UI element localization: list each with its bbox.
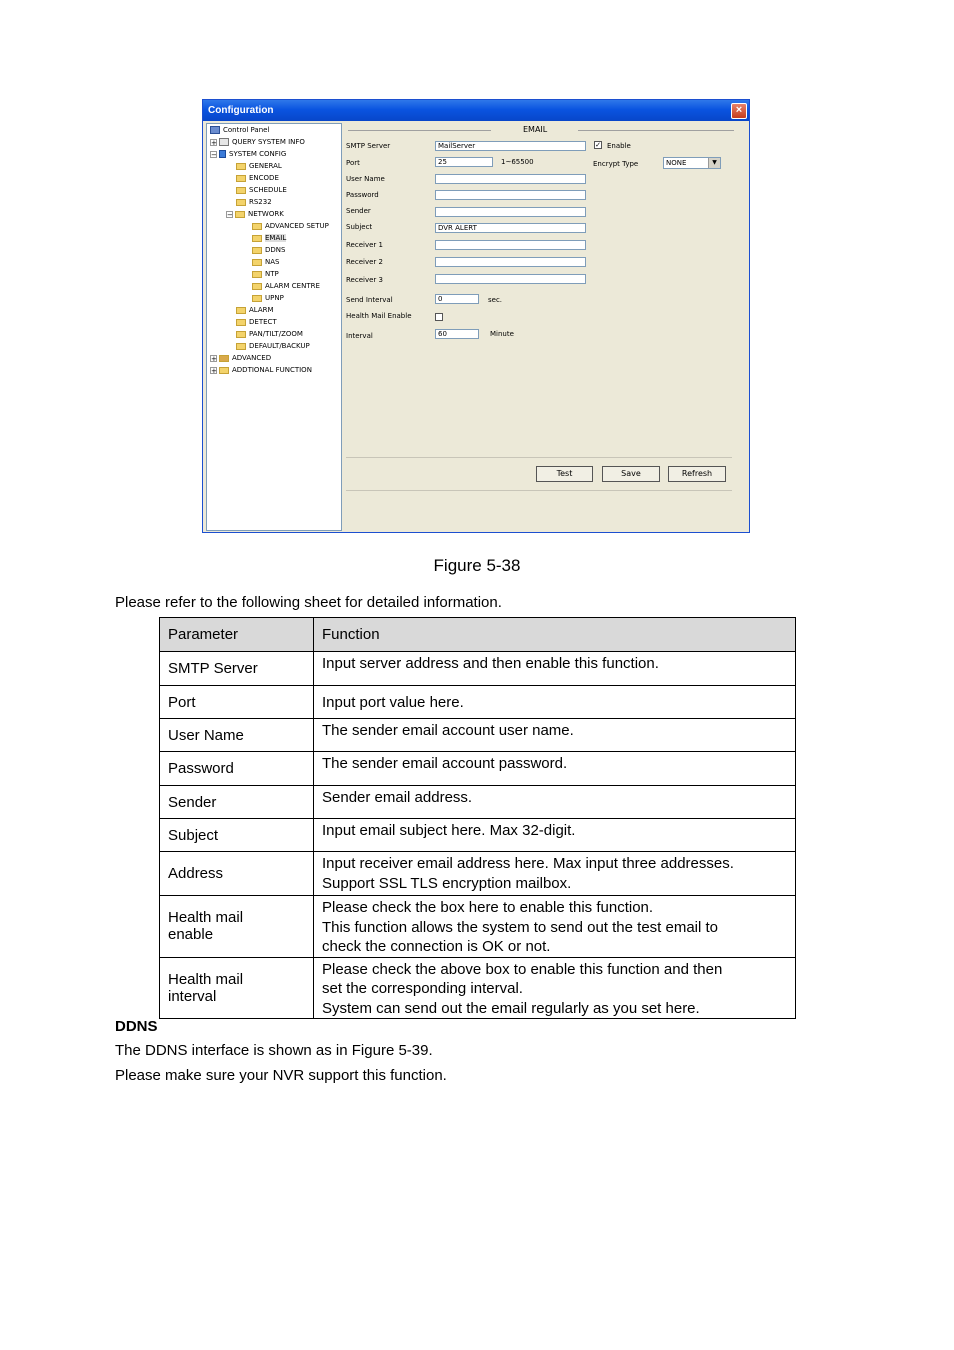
section-header xyxy=(348,125,734,135)
subject-label: Subject xyxy=(346,223,373,231)
test-button[interactable]: Test xyxy=(536,466,593,482)
encrypt-type-value: NONE xyxy=(666,159,687,167)
table-row xyxy=(160,819,796,852)
sender-label: Sender xyxy=(346,207,371,215)
function-cell xyxy=(314,896,796,958)
folder-icon xyxy=(236,187,246,194)
tree-item-advanced-setup[interactable]: ADVANCED SETUP xyxy=(252,221,329,232)
password-label: Password xyxy=(346,191,379,199)
param-line: Health mail xyxy=(168,970,244,988)
section-title: EMAIL xyxy=(523,125,548,134)
configuration-window xyxy=(202,99,750,533)
table-row xyxy=(160,719,796,752)
ddns-text-2: Please make sure your NVR support this function. xyxy=(115,1067,447,1084)
interval-unit: Minute xyxy=(490,330,514,338)
collapse-icon: − xyxy=(227,210,233,219)
function-line: check the connection is OK or not. xyxy=(322,938,551,955)
folder-icon xyxy=(235,211,245,218)
function-cell: Input server address and then enable this function. xyxy=(314,652,796,686)
ddns-heading: DDNS xyxy=(115,1018,158,1035)
function-line: System can send out the email regularly as you set here. xyxy=(322,999,700,1017)
tree-item-ddns[interactable]: DDNS xyxy=(252,245,285,256)
tree-item-addtional-function[interactable]: + ADDTIONAL FUNCTION xyxy=(211,366,312,375)
encrypt-type-select[interactable] xyxy=(663,157,721,169)
param-line: interval xyxy=(168,987,217,1005)
tree-item-control-panel[interactable]: Control Panel xyxy=(210,125,269,136)
subject-input[interactable]: DVR ALERT xyxy=(435,223,586,233)
table-header-row xyxy=(160,618,796,652)
param-cell: Sender xyxy=(160,786,314,819)
function-cell: The sender email account user name. xyxy=(314,719,796,752)
function-line: Please check the above box to enable this function and then xyxy=(322,960,723,978)
send-interval-unit: sec. xyxy=(488,296,503,304)
config-tree xyxy=(206,123,342,531)
password-input[interactable] xyxy=(435,190,586,200)
enable-checkbox[interactable]: ✓ xyxy=(595,141,601,149)
receiver-1-input[interactable] xyxy=(435,240,586,250)
function-line: Please check the box here to enable this function. xyxy=(322,899,654,916)
email-settings-panel xyxy=(346,123,746,531)
health-mail-enable-label: Health Mail Enable xyxy=(346,312,412,320)
folder-icon xyxy=(236,319,246,326)
user-name-label: User Name xyxy=(346,175,385,183)
interval-label: Interval xyxy=(346,332,373,340)
folder-icon xyxy=(252,295,262,302)
table-row xyxy=(160,957,796,1019)
folder-icon xyxy=(252,283,262,290)
divider xyxy=(346,490,732,491)
expand-icon: + xyxy=(211,138,217,147)
param-cell: User Name xyxy=(160,719,314,752)
table-row xyxy=(160,686,796,719)
folder-icon xyxy=(252,247,262,254)
expand-icon: + xyxy=(211,354,217,363)
tree-item-network[interactable]: − NETWORK xyxy=(227,210,284,219)
smtp-server-label: SMTP Server xyxy=(346,142,391,150)
folder-icon xyxy=(236,343,246,350)
column-header: Parameter xyxy=(160,618,314,652)
health-mail-enable-checkbox[interactable] xyxy=(435,313,443,321)
receiver-3-label: Receiver 3 xyxy=(346,276,383,284)
tree-item-default-backup[interactable]: DEFAULT/BACKUP xyxy=(236,341,310,352)
refresh-button[interactable]: Refresh xyxy=(668,466,726,482)
function-line: set the corresponding interval. xyxy=(322,980,523,997)
param-line: Health mail xyxy=(168,909,244,927)
port-input[interactable]: 25 xyxy=(435,157,493,167)
tree-item-query-system-info[interactable]: + QUERY SYSTEM INFO xyxy=(211,138,305,147)
folder-icon xyxy=(219,367,229,374)
folder-icon xyxy=(236,331,246,338)
port-range-hint: 1~65500 xyxy=(501,158,534,166)
table-row xyxy=(160,896,796,958)
tree-item-upnp[interactable]: UPNP xyxy=(252,293,284,304)
function-cell xyxy=(314,852,796,896)
window-title: Configuration xyxy=(203,100,749,121)
intro-text: Please refer to the following sheet for detailed information. xyxy=(115,594,502,611)
param-cell: Password xyxy=(160,752,314,786)
sender-input[interactable] xyxy=(435,207,586,217)
column-header: Function xyxy=(314,618,796,652)
port-label: Port xyxy=(346,159,360,167)
function-line: Support SSL TLS encryption mailbox. xyxy=(322,874,572,892)
tree-item-email[interactable]: EMAIL xyxy=(252,233,286,244)
folder-icon xyxy=(236,307,246,314)
user-name-input[interactable] xyxy=(435,174,586,184)
receiver-2-label: Receiver 2 xyxy=(346,258,383,266)
tree-item-pan-tilt-zoom[interactable]: PAN/TILT/ZOOM xyxy=(236,329,303,340)
smtp-server-input[interactable]: MailServer xyxy=(435,141,586,151)
param-cell: Port xyxy=(160,686,314,719)
collapse-icon: − xyxy=(211,150,217,159)
dropdown-arrow-icon[interactable]: ▼ xyxy=(708,158,720,168)
tree-item-rs232[interactable]: RS232 xyxy=(236,197,272,208)
encrypt-type-label: Encrypt Type xyxy=(593,160,639,168)
save-button[interactable]: Save xyxy=(602,466,660,482)
send-interval-label: Send Interval xyxy=(346,296,393,304)
param-cell: Subject xyxy=(160,819,314,852)
param-cell: SMTP Server xyxy=(160,652,314,686)
enable-label: Enable xyxy=(607,142,631,150)
function-cell xyxy=(314,957,796,1019)
param-cell xyxy=(160,957,314,1019)
function-line: This function allows the system to send out the test email to xyxy=(322,918,719,936)
tree-item-schedule[interactable]: SCHEDULE xyxy=(236,185,287,196)
tree-item-ntp[interactable]: NTP xyxy=(252,269,279,280)
table-row xyxy=(160,652,796,686)
receiver-1-label: Receiver 1 xyxy=(346,241,383,249)
folder-icon xyxy=(236,175,246,182)
interval-input[interactable]: 60 xyxy=(435,329,479,339)
param-cell: Address xyxy=(160,852,314,896)
expand-icon: + xyxy=(211,366,217,375)
parameter-table xyxy=(159,617,796,1019)
receiver-2-input[interactable] xyxy=(435,257,586,267)
param-cell xyxy=(160,896,314,958)
tree-item-general[interactable]: GENERAL xyxy=(236,161,282,172)
folder-icon xyxy=(252,223,262,230)
table-row xyxy=(160,786,796,819)
close-icon[interactable]: × xyxy=(731,103,747,119)
function-cell: Sender email address. xyxy=(314,786,796,819)
divider xyxy=(346,457,732,458)
table-row xyxy=(160,752,796,786)
figure-caption: Figure 5-38 xyxy=(433,556,521,575)
tree-item-detect[interactable]: DETECT xyxy=(236,317,277,328)
tree-item-system-config[interactable]: − SYSTEM CONFIG xyxy=(211,150,287,159)
tree-item-encode[interactable]: ENCODE xyxy=(236,173,279,184)
function-line: Input receiver email address here. Max input three addresses. xyxy=(322,855,734,872)
table-row xyxy=(160,852,796,896)
folder-icon xyxy=(236,163,246,170)
tree-item-alarm[interactable]: ALARM xyxy=(236,305,274,316)
folder-icon xyxy=(252,235,262,242)
folder-icon xyxy=(252,271,262,278)
tree-item-nas[interactable]: NAS xyxy=(252,257,279,268)
folder-icon xyxy=(252,259,262,266)
folder-icon xyxy=(236,199,246,206)
function-cell: Input email subject here. Max 32-digit. xyxy=(314,819,796,852)
send-interval-input[interactable]: 0 xyxy=(435,294,479,304)
tools-icon xyxy=(219,355,229,362)
function-cell: Input port value here. xyxy=(314,686,796,719)
param-line: enable xyxy=(168,926,214,944)
function-cell: The sender email account password. xyxy=(314,752,796,786)
tree-item-advanced[interactable]: + ADVANCED xyxy=(211,354,272,363)
receiver-3-input[interactable] xyxy=(435,274,586,284)
ddns-text-1: The DDNS interface is shown as in Figure 5-39. xyxy=(115,1042,433,1059)
tree-item-alarm-centre[interactable]: ALARM CENTRE xyxy=(252,281,320,292)
